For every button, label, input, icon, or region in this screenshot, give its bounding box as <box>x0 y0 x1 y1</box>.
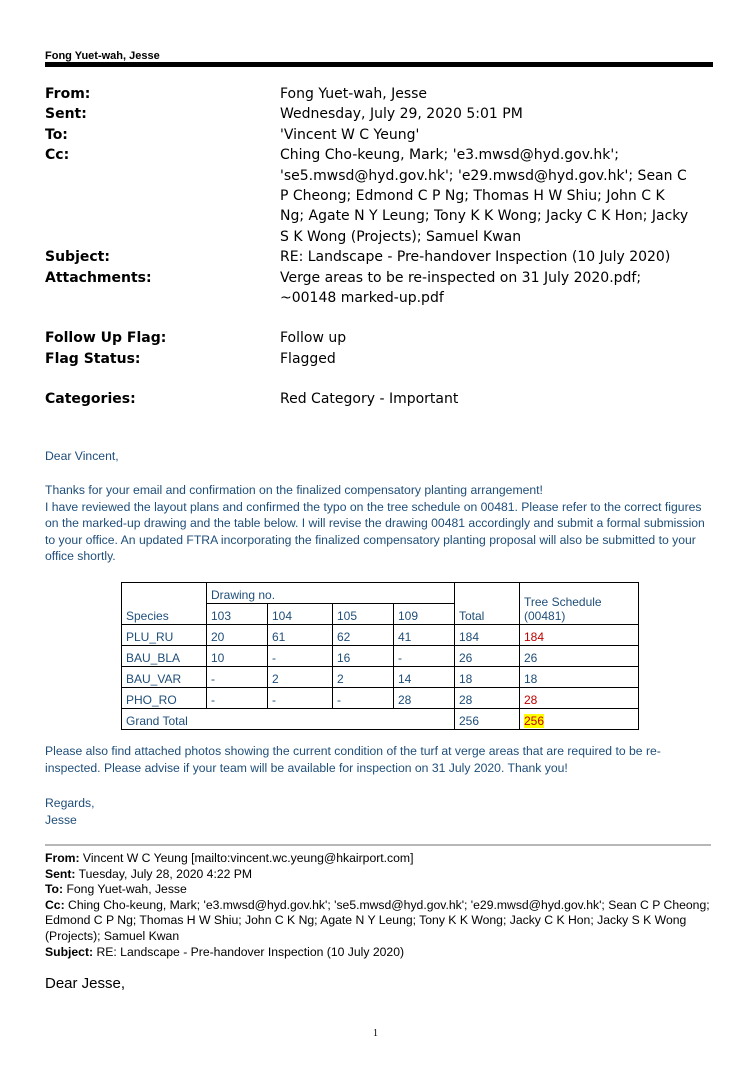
species-cell: PHO_RO <box>122 688 207 709</box>
tree-schedule-header: Tree Schedule (00481) <box>520 583 639 625</box>
species-cell: BAU_VAR <box>122 667 207 688</box>
body-paragraph-1-line-1: Thanks for your email and confirmation on the finalized compensatory planting arrangement! <box>45 483 543 497</box>
header-divider <box>45 62 713 67</box>
count-cell: - <box>207 667 268 688</box>
count-cell: 20 <box>207 625 268 646</box>
followup-label: Follow Up Flag: <box>45 330 167 347</box>
body-paragraph-2: Please also find attached photos showing the current condition of the turf at verge areas that are required to be re-inspected. Please advise if your team will be available for inspection on 31 July 2020. Thank you! <box>45 744 661 775</box>
body-paragraph-1-rest: I have reviewed the layout plans and confirmed the typo on the tree schedule on 00481. Please refer to the correct figures on the marked-up drawing and the table below. I will revise the drawing 00481 accordingly and submit a formal submission to your office. An updated FTRA incorporating the finalized compensatory planting proposal will also be submitted to your office shortly. <box>45 499 705 564</box>
subject-value: RE: Landscape - Pre-handover Inspection (10 July 2020) <box>280 249 671 266</box>
grand-total-label: Grand Total <box>122 709 455 730</box>
tree-count-table <box>121 582 639 730</box>
to-label: To: <box>45 126 68 143</box>
count-cell: 28 <box>394 688 455 709</box>
regards: Regards, <box>45 796 95 810</box>
followup-value: Follow up <box>280 330 347 347</box>
orig-from-label: From: <box>45 851 80 865</box>
count-cell: - <box>207 688 268 709</box>
sent-value: Wednesday, July 29, 2020 5:01 PM <box>280 106 523 123</box>
species-cell: BAU_BLA <box>122 646 207 667</box>
schedule-cell: 184 <box>520 625 639 646</box>
attachments-label: Attachments: <box>45 269 152 286</box>
drawing-105-header: 105 <box>333 604 394 625</box>
count-cell: - <box>268 688 333 709</box>
total-cell: 184 <box>455 625 520 646</box>
orig-subject-value: RE: Landscape - Pre-handover Inspection (10 July 2020) <box>96 944 405 959</box>
body-paragraph-1 <box>45 482 710 565</box>
drawing-104-header: 104 <box>268 604 333 625</box>
subject-label: Subject: <box>45 249 110 266</box>
count-cell: 41 <box>394 625 455 646</box>
cc-value: Ching Cho-keung, Mark; 'e3.mwsd@hyd.gov.hk'; 'se5.mwsd@hyd.gov.hk'; 'e29.mwsd@hyd.gov.hk'; Sean C P Cheong; Edmond C P Ng; Thomas H W Shiu; John C K Ng; Agate N Y Leung; Tony K K Wong; Jacky C K Hon; Jacky S K Wong (Projects); Samuel Kwan <box>280 147 689 245</box>
grand-total-value: 256 <box>455 709 520 730</box>
table-row <box>122 688 639 709</box>
count-cell: 2 <box>333 667 394 688</box>
to-value: 'Vincent W C Yeung' <box>280 126 420 143</box>
from-value: Fong Yuet-wah, Jesse <box>280 86 428 102</box>
table-total-spacer <box>455 583 520 604</box>
orig-cc-value: Ching Cho-keung, Mark; 'e3.mwsd@hyd.gov.hk'; 'se5.mwsd@hyd.gov.hk'; 'e29.mwsd@hyd.gov.hk'; Sean C P Cheong; Edmond C P Ng; Thomas H W Shiu; John C K Ng; Agate N Y Leung; Tony K K Wong; Jacky C K Hon; Jacky S K Wong (Projects); Samuel Kwan <box>45 897 710 943</box>
count-cell: 14 <box>394 667 455 688</box>
printed-header-name: Fong Yuet-wah, Jesse <box>45 50 160 62</box>
table-corner-cell <box>122 583 207 604</box>
orig-subject-label: Subject: <box>45 944 94 959</box>
count-cell: - <box>268 646 333 667</box>
flagstatus-value: Flagged <box>280 350 336 367</box>
schedule-cell: 18 <box>520 667 639 688</box>
count-cell: 62 <box>333 625 394 646</box>
schedule-cell: 26 <box>520 646 639 667</box>
email-header <box>45 84 725 410</box>
total-header: Total <box>455 604 520 625</box>
body-greeting: Dear Vincent, <box>45 449 119 463</box>
signature <box>45 795 710 828</box>
table-row <box>122 625 639 646</box>
total-cell: 18 <box>455 667 520 688</box>
count-cell: 16 <box>333 646 394 667</box>
sent-label: Sent: <box>45 106 87 123</box>
grand-schedule-cell <box>520 709 639 730</box>
total-cell: 26 <box>455 646 520 667</box>
categories-label: Categories: <box>45 391 136 408</box>
grand-total-row <box>122 709 639 730</box>
from-label: From: <box>45 86 91 102</box>
schedule-cell: 28 <box>520 688 639 709</box>
drawing-no-header: Drawing no. <box>207 583 455 604</box>
count-cell: 61 <box>268 625 333 646</box>
table-row <box>122 646 639 667</box>
count-cell: 10 <box>207 646 268 667</box>
reply-separator <box>45 844 711 846</box>
original-message-header <box>45 851 715 960</box>
orig-greeting: Dear Jesse, <box>45 975 126 992</box>
signoff: Jesse <box>45 812 77 827</box>
page-number: 1 <box>373 1028 378 1039</box>
grand-schedule-highlight: 256 <box>524 714 545 728</box>
orig-to-value: Fong Yuet-wah, Jesse <box>66 882 187 897</box>
orig-cc-label: Cc: <box>45 897 65 912</box>
count-cell: - <box>333 688 394 709</box>
orig-sent-label: Sent: <box>45 866 76 881</box>
drawing-103-header: 103 <box>207 604 268 625</box>
species-cell: PLU_RU <box>122 625 207 646</box>
orig-sent-value: Tuesday, July 28, 2020 4:22 PM <box>78 866 253 881</box>
drawing-109-header: 109 <box>394 604 455 625</box>
categories-value: Red Category - Important <box>280 391 459 408</box>
attachments-value[interactable]: Verge areas to be re-inspected on 31 July 2020.pdf; ~00148 marked-up.pdf <box>280 269 642 307</box>
orig-from-value[interactable]: Vincent W C Yeung [mailto:vincent.wc.yeung@hkairport.com] <box>82 851 414 865</box>
table-row <box>122 667 639 688</box>
cc-label: Cc: <box>45 147 70 164</box>
flagstatus-label: Flag Status: <box>45 350 141 367</box>
total-cell: 28 <box>455 688 520 709</box>
orig-to-label: To: <box>45 882 64 897</box>
species-header: Species <box>122 604 207 625</box>
count-cell: 2 <box>268 667 333 688</box>
count-cell: - <box>394 646 455 667</box>
